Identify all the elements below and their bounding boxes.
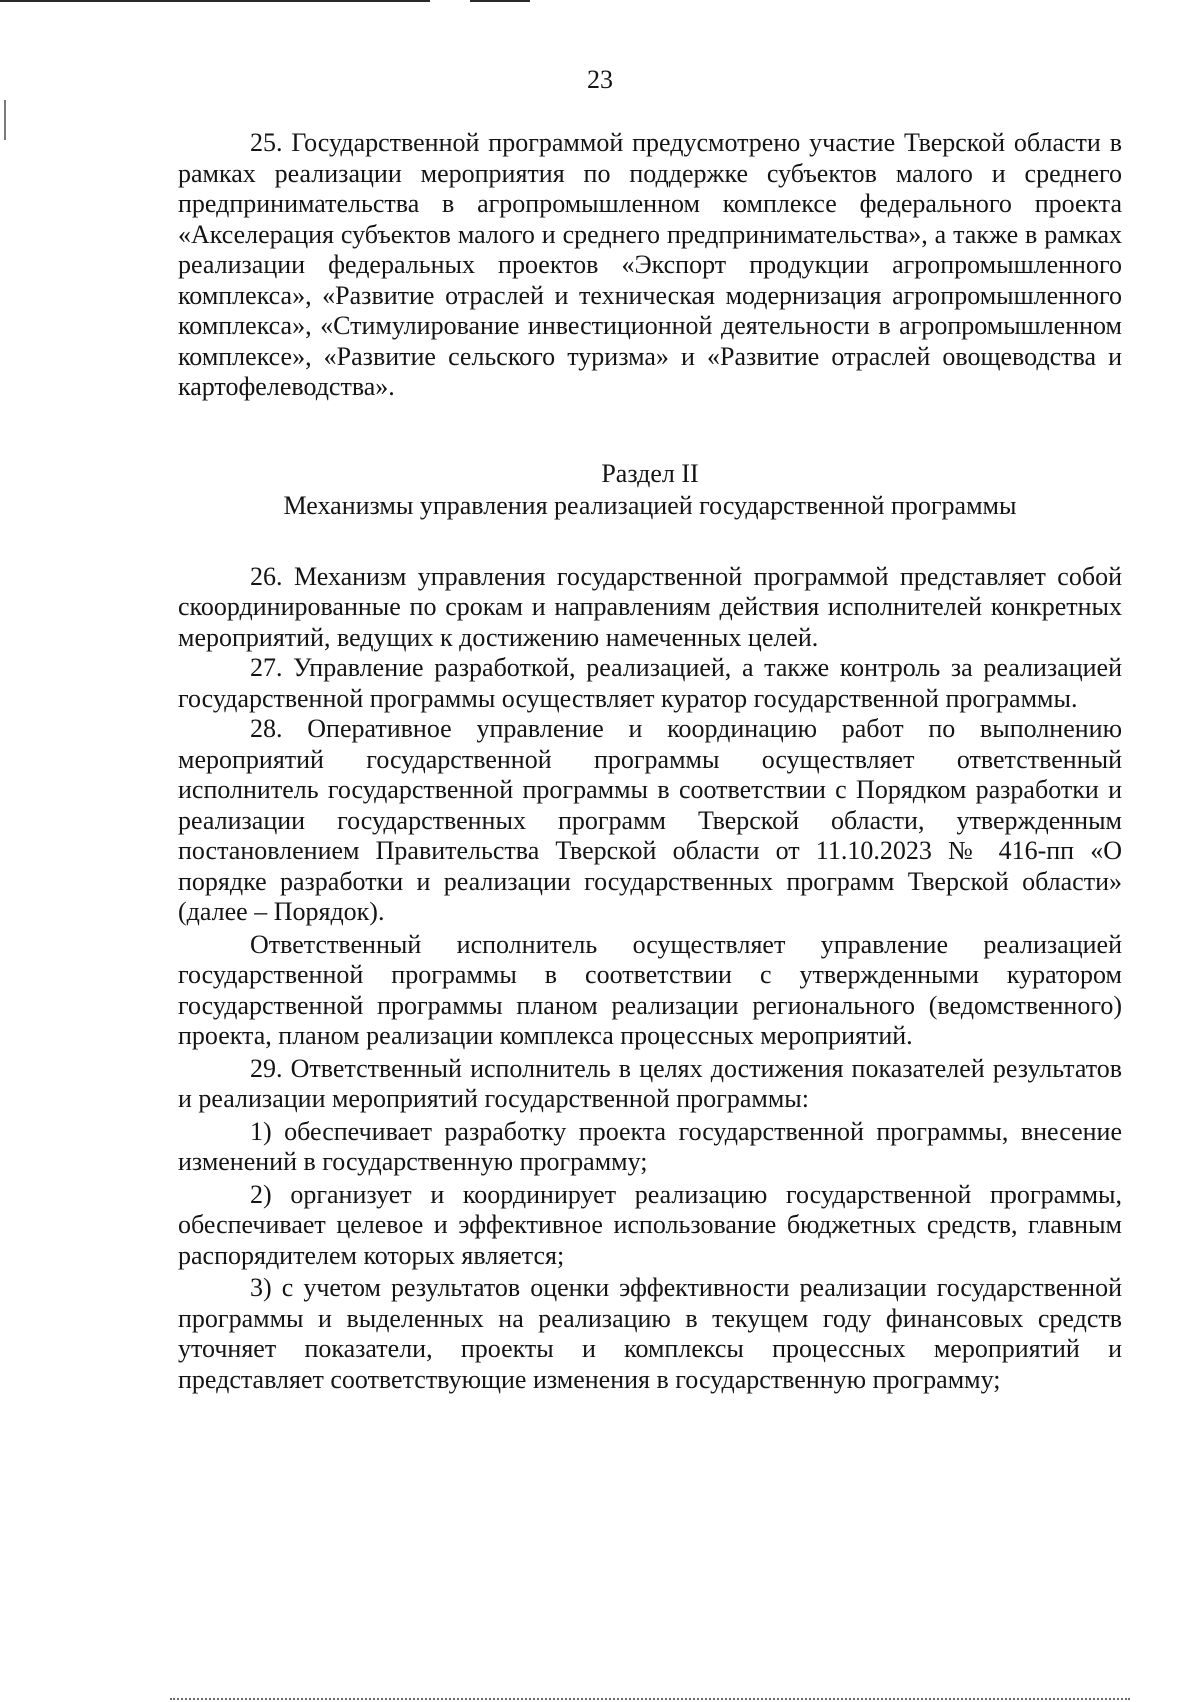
section-number: Раздел II: [601, 458, 699, 488]
list-item-2: 2) организует и координирует реализацию государственной программы, обеспечивает целевое и эффективное использование бюджетных средств, главным распорядителем которых является;: [178, 1179, 1122, 1270]
paragraph-25: 25. Государственной программой предусмотрено участие Тверской области в рамках реализации мероприятия по поддержке субъектов малого и среднего предпринимательства в агропромышленном комплексе федерального проекта «Акселерация субъектов малого и среднего предпринимательства», а также в рамках реализации федеральных проектов «Экспорт продукции агропромышленного комплекса», «Развитие отраслей и техническая модернизация агропромышленного комплекса», «Стимулирование инвестиционной деятельности в агропромышленном комплексе», «Развитие сельского туризма» и «Развитие отраслей овощеводства и картофелеводства».: [178, 128, 1122, 401]
paragraph-27: 27. Управление разработкой, реализацией, а также контроль за реализацией государственной программы осуществляет куратор государственной программы.: [178, 653, 1122, 713]
document-body: [178, 128, 1122, 1395]
section-heading: [178, 458, 1122, 522]
paragraph-26: 26. Механизм управления государственной программой представляет собой скоординированные по срокам и направлениям действия исполнителей конкретных мероприятий, ведущих к достижению намеченных целей.: [178, 561, 1122, 652]
scan-top-edge-line-short: [470, 0, 530, 2]
scan-bottom-edge-line: [170, 1698, 1130, 1702]
paragraph-28-continued: Ответственный исполнитель осуществляет управление реализацией государственной программы в соответствии с утвержденными куратором государственной программы планом реализации регионального (ведомственного) проекта, планом реализации комплекса процессных мероприятий.: [178, 929, 1122, 1050]
paragraph-28: 28. Оперативное управление и координацию работ по выполнению мероприятий государственной программы осуществляет ответственный исполнитель государственной программы в соответствии с Порядком разработки и реализации государственных программ Тверской области, утвержденным постановлением Правительства Тверской области от 11.10.2023 № 416-пп «О порядке разработки и реализации государственных программ Тверской области» (далее – Порядок).: [178, 714, 1122, 926]
paragraph-29: 29. Ответственный исполнитель в целях достижения показателей результатов и реализации мероприятий государственной программы:: [178, 1053, 1122, 1113]
section-title: Механизмы управления реализацией государственной программы: [283, 490, 1017, 520]
list-item-1: 1) обеспечивает разработку проекта государственной программы, внесение изменений в государственную программу;: [178, 1116, 1122, 1176]
page-number: 23: [587, 65, 613, 94]
scan-margin-mark: [4, 100, 6, 140]
scan-top-edge-line: [0, 0, 430, 2]
list-item-3: 3) с учетом результатов оценки эффективности реализации государственной программы и выделенных на реализацию в текущем году финансовых средств уточняет показатели, проекты и комплексы процессных мероприятий и представляет соответствующие изменения в государственную программу;: [178, 1273, 1122, 1394]
